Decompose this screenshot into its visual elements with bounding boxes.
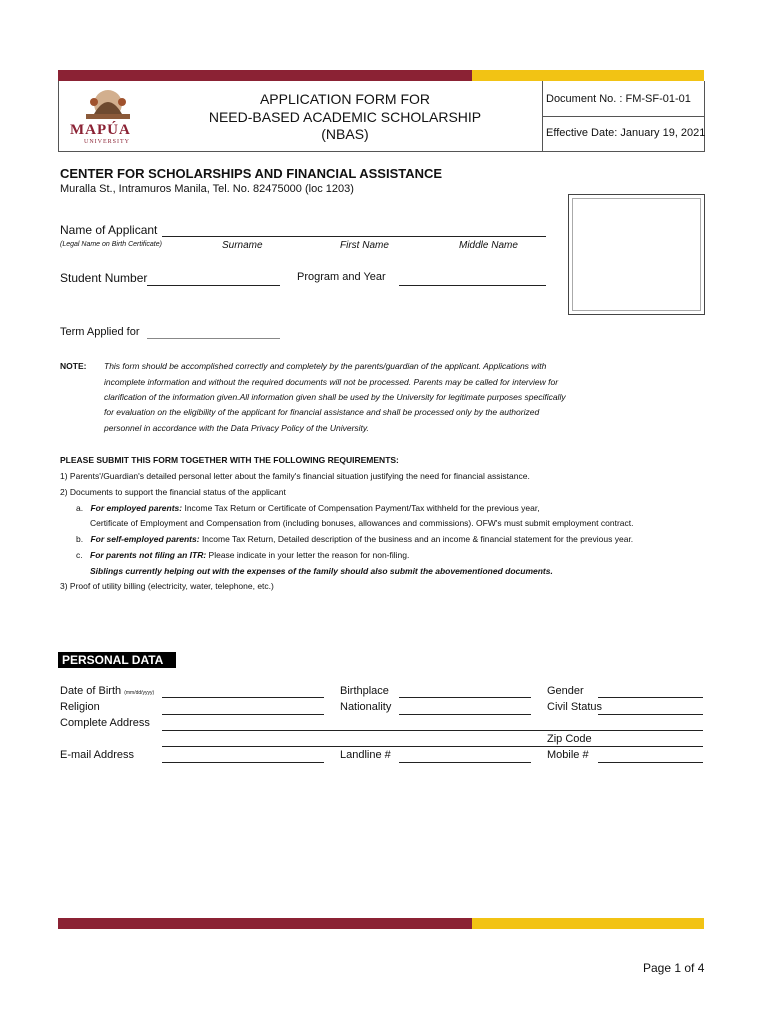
requirement-item-2: 2) Documents to support the financial status of the applicant [60, 487, 286, 497]
requirement-c-text: Please indicate in your letter the reason for non-filing. [206, 550, 410, 560]
requirement-a-bold: For employed parents: [90, 503, 183, 513]
photo-box-inner [572, 198, 701, 311]
student-number-field[interactable] [147, 285, 280, 286]
civil-status-label: Civil Status [547, 701, 603, 713]
gender-field[interactable] [598, 697, 703, 698]
university-logo [68, 84, 148, 148]
mobile-label: Mobile # [547, 749, 589, 761]
nationality-label: Nationality [340, 701, 392, 713]
note-line: incomplete information and without the required documents will not be processed. Parents may be called for interview for [104, 377, 559, 387]
address-label: Complete Address [60, 717, 150, 729]
first-name-label: First Name [340, 240, 389, 251]
email-label: E-mail Address [60, 749, 134, 761]
email-field[interactable] [162, 762, 324, 763]
zip-code-label: Zip Code [547, 733, 592, 745]
form-title-line3: (NBAS) [321, 126, 369, 142]
program-year-field[interactable] [399, 285, 546, 286]
header-bar-red [58, 70, 472, 81]
logo-sub: UNIVERSITY [84, 139, 130, 145]
requirement-item-1: 1) Parents'/Guardian's detailed personal letter about the family's financial situation justifying the need for financial assistance. [60, 471, 530, 481]
requirement-a-text: Income Tax Return or Certificate of Compensation Payment/Tax withheld for the previous year, [182, 503, 540, 513]
siblings-note: Siblings currently helping out with the expenses of the family should also submit the abovementioned documents. [90, 566, 553, 576]
requirement-b-text: Income Tax Return, Detailed description of the business and an income & financial statement for the previous year. [199, 534, 634, 544]
effective-date: Effective Date: January 19, 2021 [546, 127, 706, 139]
requirements-heading: PLEASE SUBMIT THIS FORM TOGETHER WITH THE FOLLOWING REQUIREMENTS: [60, 455, 399, 465]
requirement-b [76, 534, 633, 544]
note-line: This form should be accomplished correctly and completely by the parents/guardian of the applicant. Applications with [104, 361, 547, 371]
page-number: Page 1 of 4 [643, 961, 705, 975]
dob-format: (mm/dd/yyyy) [124, 690, 155, 696]
surname-label: Surname [222, 240, 263, 251]
landline-label: Landline # [340, 749, 391, 761]
note-line: clarification of the information given.All information given shall be used by the University for legitimate purposes specifically [104, 392, 566, 402]
requirement-item-3: 3) Proof of utility billing (electricity, water, telephone, etc.) [60, 581, 274, 591]
program-year-label: Program and Year [297, 271, 386, 283]
requirement-a-label: a. [76, 503, 84, 513]
birthplace-label: Birthplace [340, 685, 389, 697]
address-field-line2[interactable] [162, 746, 703, 747]
civil-status-field[interactable] [598, 714, 703, 715]
name-of-applicant-field[interactable] [162, 236, 546, 237]
religion-field[interactable] [162, 714, 324, 715]
note-label: NOTE: [60, 361, 87, 371]
legal-name-note: (Legal Name on Birth Certificate) [60, 241, 162, 248]
requirement-b-bold: For self-employed parents: [90, 534, 200, 544]
note-line: for evaluation on the eligibility of the applicant for financial assistance and shall be processed only by the authorized [104, 407, 540, 417]
personal-data-heading-bar [58, 652, 176, 668]
requirement-c-bold: For parents not filing an ITR: [90, 550, 207, 560]
dob-field[interactable] [162, 697, 324, 698]
student-number-label: Student Number [60, 271, 148, 285]
requirement-a [76, 503, 540, 513]
footer-bar-red [58, 918, 472, 929]
address-field-line1[interactable] [162, 730, 703, 731]
religion-label: Religion [60, 701, 100, 713]
gender-label: Gender [547, 685, 584, 697]
office-name: CENTER FOR SCHOLARSHIPS AND FINANCIAL ASSISTANCE [60, 166, 443, 181]
form-title-line1: APPLICATION FORM FOR [259, 91, 431, 107]
personal-data-heading: PERSONAL DATA [62, 653, 164, 667]
term-applied-field[interactable] [147, 338, 280, 339]
form-title-line2: NEED-BASED ACADEMIC SCHOLARSHIP [208, 109, 482, 125]
requirement-c-label: c. [76, 550, 83, 560]
dob-label-text: Date of Birth [60, 685, 122, 697]
term-applied-label: Term Applied for [60, 326, 140, 338]
name-of-applicant-label: Name of Applicant [60, 223, 158, 237]
document-number: Document No. : FM-SF-01-01 [546, 93, 691, 105]
note-line: personnel in accordance with the Data Privacy Policy of the University. [104, 423, 369, 433]
requirement-c [76, 550, 409, 560]
requirement-a-text2: Certificate of Employment and Compensation from (including bonuses, allowances and commissions). OFW's must submit employment contract. [90, 518, 634, 528]
mobile-field[interactable] [598, 762, 703, 763]
birthplace-field[interactable] [399, 697, 531, 698]
requirement-b-label: b. [76, 534, 84, 544]
footer-bar-yellow [472, 918, 704, 929]
office-address: Muralla St., Intramuros Manila, Tel. No. 82475000 (loc 1203) [60, 183, 354, 195]
nationality-field[interactable] [399, 714, 531, 715]
dob-label [60, 685, 154, 697]
logo-word: MAPÚA [70, 122, 131, 138]
photo-box[interactable] [568, 194, 705, 315]
header-bar-yellow [472, 70, 704, 81]
landline-field[interactable] [399, 762, 531, 763]
middle-name-label: Middle Name [459, 240, 518, 251]
header-divider-h [542, 116, 704, 117]
